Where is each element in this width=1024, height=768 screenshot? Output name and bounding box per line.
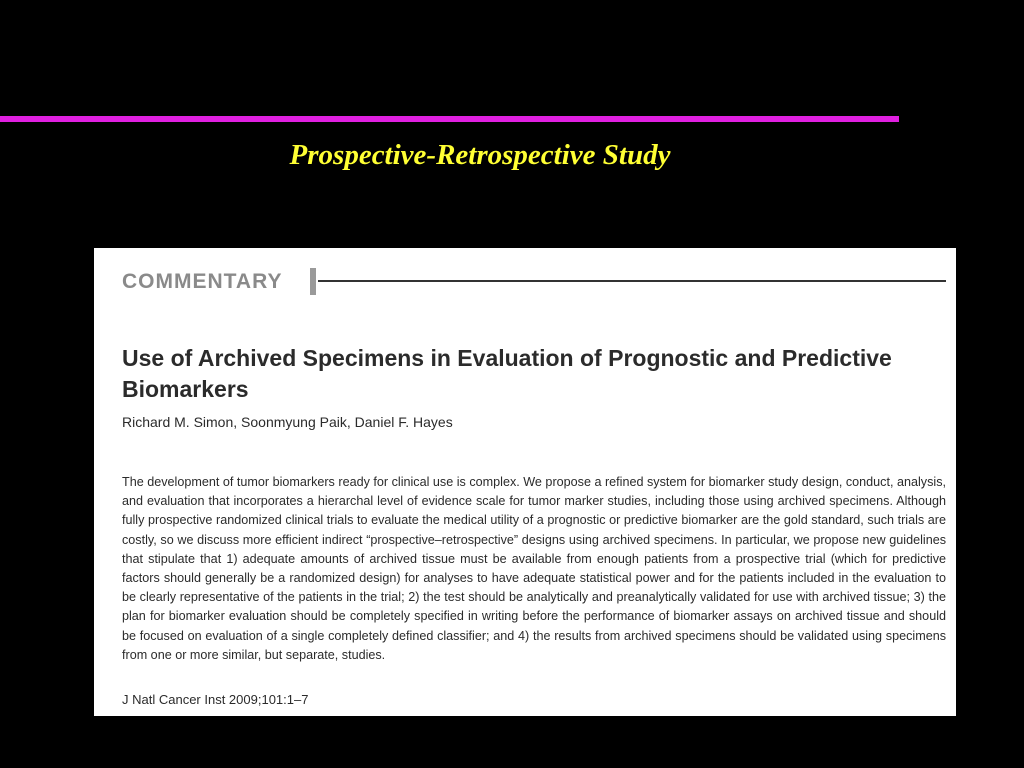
slide-title: Prospective-Retrospective Study bbox=[289, 139, 671, 171]
section-label: COMMENTARY bbox=[122, 270, 283, 293]
section-header bbox=[122, 268, 946, 296]
article-title: Use of Archived Specimens in Evaluation of Prognostic and Predictive Biomarkers bbox=[122, 345, 892, 402]
article-clipping bbox=[94, 248, 956, 716]
article-abstract: The development of tumor biomarkers ready for clinical use is complex. We propose a refined system for biomarker study design, conduct, analysis, and evaluation that incorporates a hierarchal level of evidence scale for tumor marker studies, including those using archived specimens. Although fully prospective randomized clinical trials to evaluate the medical utility of a prognostic or predictive biomarker are the gold standard, such trials are costly, so we discuss more efficient indirect “prospective–retrospective” designs using archived specimens. In particular, we propose new guidelines that stipulate that 1) adequate amounts of archived tissue must be available from enough patients from a prospective trial (which for predictive factors should generally be a randomized design) for analyses to have adequate statistical power and for the patients included in the evaluation to be clearly representative of the patients in the trial; 2) the test should be analytically and preanalytically validated for use with archived tissue; 3) the plan for biomarker evaluation should be completely specified in writing before the performance of biomarker assays on archived tissue and should be focused on evaluation of a single completely defined classifier; and 4) the results from archived specimens should be validated using specimens from one or more similar, but separate, studies. bbox=[122, 475, 946, 662]
article-authors: Richard M. Simon, Soonmyung Paik, Daniel F. Hayes bbox=[122, 414, 453, 430]
article-citation: J Natl Cancer Inst 2009;101:1–7 bbox=[122, 692, 309, 707]
section-rule bbox=[318, 280, 946, 282]
slide-divider-line bbox=[0, 116, 899, 122]
section-marker-bar bbox=[310, 268, 316, 295]
